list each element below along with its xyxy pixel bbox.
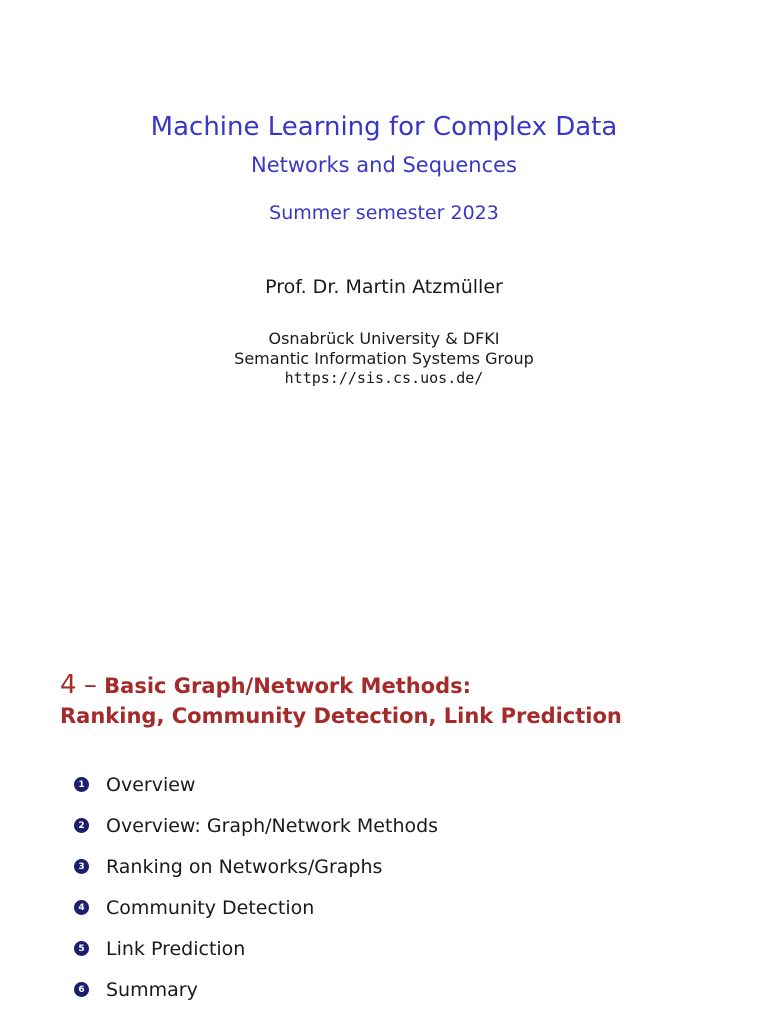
semester-label: Summer semester 2023 [269,202,499,224]
toc-item-label: Overview [106,773,196,796]
chapter-number: 4 [60,670,77,700]
numbered-bullet-icon: 2 [74,818,89,833]
numbered-bullet-icon: 3 [74,859,89,874]
chapter-dash: – [83,670,97,700]
numbered-bullet-icon: 4 [74,900,89,915]
chapter-title-line1: Basic Graph/Network Methods: [104,674,472,698]
chapter-heading [60,670,622,731]
toc-item-label: Overview: Graph/Network Methods [106,814,439,837]
numbered-bullet-icon: 1 [74,777,89,792]
author-name: Prof. Dr. Martin Atzmüller [265,276,503,298]
toc-item-summary[interactable] [74,969,438,1010]
document-title: Machine Learning for Complex Data [150,112,618,142]
chapter-title-line2: Ranking, Community Detection, Link Prediction [60,704,622,728]
chapter-heading-line1 [60,670,622,701]
numbered-bullet-icon: 6 [74,982,89,997]
toc-item-label: Summary [106,978,198,1001]
affiliation-group: Semantic Information Systems Group [234,349,534,368]
toc-item-label: Community Detection [106,896,315,919]
toc-item-link-prediction[interactable] [74,928,438,969]
toc-item-community-detection[interactable] [74,887,438,928]
affiliation-url[interactable]: https://sis.cs.uos.de/ [284,369,484,387]
toc-item-label: Link Prediction [106,937,246,960]
toc-item-graph-methods[interactable] [74,805,438,846]
toc-item-overview[interactable] [74,764,438,805]
document-subtitle: Networks and Sequences [250,153,517,177]
numbered-bullet-icon: 5 [74,941,89,956]
table-of-contents [74,764,438,1010]
toc-item-label: Ranking on Networks/Graphs [106,855,383,878]
toc-item-ranking[interactable] [74,846,438,887]
affiliation-university: Osnabrück University & DFKI [268,329,500,348]
